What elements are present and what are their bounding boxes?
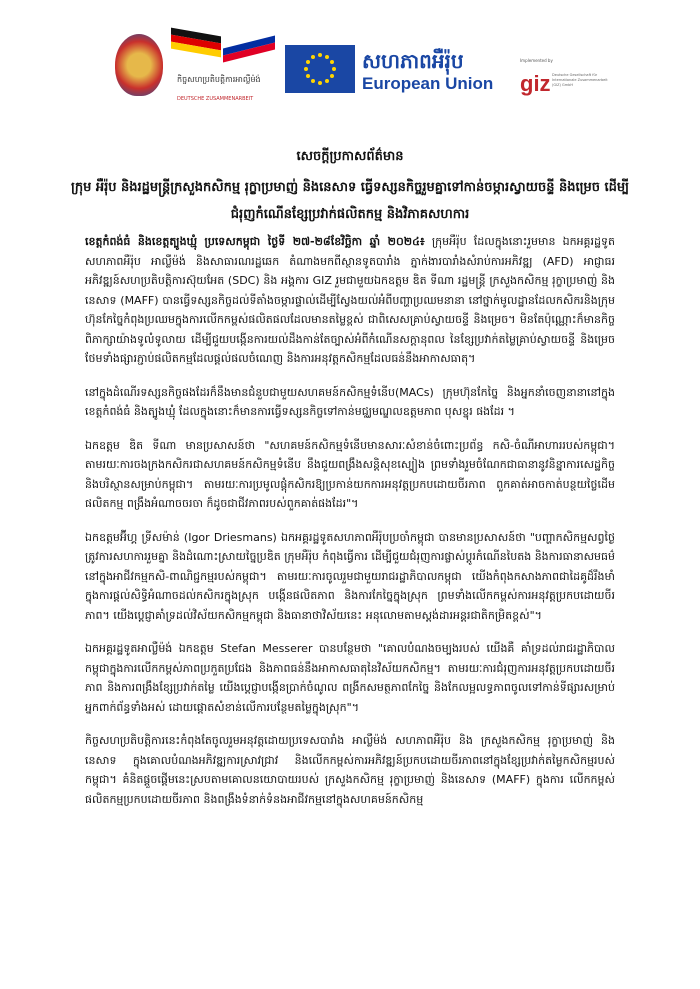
paragraph — [85, 528, 615, 626]
eu-star-icon — [304, 67, 308, 71]
logo-bar — [115, 28, 608, 108]
giz-subtitle: Deutsche Gesellschaft für Internationale Zusammenarbeit (GIZ) GmbH — [552, 73, 608, 87]
cambodia-emblem-logo — [115, 34, 163, 96]
eu-flag-logo — [285, 45, 355, 93]
eu-star-icon — [306, 60, 310, 64]
paragraph-text: ឯកអគ្គរដ្ឋទូតអាល្លឺម៉ង់ ឯកឧត្តម Stefan Messerer បានបន្ថែមថា "គោលបំណងចម្បងរបស់ យើងគឺ គាំទ្រដល់រាជរដ្ឋាភិបាលកម្ពុជាក្នុងការលើកកម្ពស់ភាពប្រកួតប្រជែង និងភាពធន់នឹងអាកាសធាតុនៃវិស័យកសិកម្ម។ តាមរយៈការជំរុញការអនុវត្តប្រកបដោយចីរភាព និងការពង្រឹងខ្សែប្រវាក់តម្លៃ យើងប្តេជ្ញាបង្កើនប្រាក់ចំណូល ពង្រីកសមត្ថភាពកែច្នៃ និងកែលម្អលទ្ធភាពចូលទៅកាន់ទីផ្សារសម្រាប់អ្នកពាក់ព័ន្ធទាំងអស់ ដោយផ្តោតសំខាន់លើការបន្ថែមតម្លៃក្នុងស្រុក"។ — [85, 642, 615, 714]
eu-star-icon — [311, 55, 315, 59]
eu-star-icon — [311, 79, 315, 83]
eu-name-kh: សហភាពអឺរ៉ុប — [362, 49, 464, 73]
paragraph-text: កិច្ចសហប្រតិបត្តិការនេះកំពុងតែចូលរួមអនុវត្តដោយប្រទេសបារាំង អាល្លឺម៉ង់ សហភាពអឺរ៉ុប និង ក្រសួងកសិកម្ម រុក្ខាប្រមាញ់ និងនេសាទ ក្នុងគោលបំណងអភិវឌ្ឍការស្រាវជ្រាវ និងលើកកម្ពស់ការអភិវឌ្ឍន៍ប្រកបដោយចីរភាពនៅក្នុងខ្សែប្រវាក់តម្លៃកសិកម្មរបស់កម្ពុជា។ គំនិតផ្តួចផ្តើមនេះស្របតាមគោលនយោបាយរបស់ ក្រសួងកសិកម្ម រុក្ខាប្រមាញ់ និងនេសាទ (MAFF) ក្នុងការ លើកកម្ពស់ផលិតកម្មប្រកបដោយចីរភាព និងពង្រឹងទំនាក់ទំនងអាជីវកម្មនៅក្នុងសហគមន៍កសិកម្ម — [85, 734, 615, 806]
eu-star-icon — [330, 74, 334, 78]
paragraph-text: ឯកឧត្តម ឌិត ទីណា មានប្រសាសន៍ថា "សហគមន៍កសិកម្មទំនើបមានសារៈសំខាន់ចំពោះប្រព័ន្ធ កសិ-ចំណីអាហាររបស់កម្ពុជា។ តាមរយៈការចងក្រងកសិករជាសហគមន៍កសិកម្មទំនើប នឹងជួយពង្រឹងសន្តិសុខស្បៀង ព្រមទាំងរួមចំណែកជាធានានូវនិន្នាការសេដ្ឋកិច្ច និងបរិស្ថានសម្រាប់កម្ពុជា។ តាមរយៈការប្រមូលផ្តុំកសិករឱ្យប្រកាន់យកការអនុវត្តប្រកបដោយចីរភាព ពួកគាត់អាចកាត់បន្ថយថ្លៃដើមផលិតកម្ម ពង្រឹងអំណាចចរចា ក៏ដូចជាជីវភាពរបស់ពួកគាត់ផងដែរ"។ — [85, 438, 615, 510]
document-title: សេចក្តីប្រកាសព័ត៌មាន — [296, 149, 404, 164]
paragraph — [85, 436, 615, 514]
german-coop-kh: កិច្ចសហប្រតិបត្តិការអាល្លឺម៉ង់ — [177, 75, 261, 84]
headline: ក្រុម អឺរ៉ុប និងរដ្ឋមន្ត្រីក្រសួងកសិកម្ម រុក្ខាប្រមាញ់ និងនេសាទ ធ្វើទស្សនកិច្ចរួមគ្នាទៅកាន់ចម្ការស្វាយចន្ទី និងម្រេច ដើម្បីជំរុញកំណើនខ្សែប្រវាក់ផលិតកម្ម និងវិភាគសហការ — [70, 180, 630, 222]
eu-star-icon — [330, 60, 334, 64]
paragraph-text: ក្រុមអឺរ៉ុប ដែលក្នុងនោះរួមមាន ឯកអគ្គរដ្ឋទូតសហភាពអឺរ៉ុប អាល្លឺម៉ង់ និងសាធារណរដ្ឋឆេក តំណាងមកពីស្ថានទូតបារាំង ភ្នាក់ងារបារាំងសំរាប់ការអភិវឌ្ឍ (AFD) អាជ្ញាធរអភិវឌ្ឍន៍សហប្រតិបត្តិការស៊ុយអែត (SDC) និង អង្គការ GIZ រួមជាមួយឯកឧត្តម ឌិត ទីណា រដ្ឋមន្ត្រី ក្រសួងកសិកម្ម រុក្ខាប្រមាញ់ និងនេសាទ (MAFF) បានធ្វើទស្សនកិច្ចដល់ទីតាំងចម្ការផ្ទាល់ដើម្បីស្វែងយល់អំពីបញ្ហាប្រឈមនានា នៅថ្នាក់មូលដ្ឋានដែលកសិករនិងក្រុមហ៊ុនកែច្នៃកំពុងប្រឈមក្នុងការលើកកម្ពស់ផលិតផលដែលមានតម្លៃខ្ពស់ ជាពិសេសគ្រាប់ស្វាយចន្ទី និងម្រេច។ មិនតែប៉ុណ្ណោះក៏មានកិច្ចពិភាក្សាយ៉ាងទូលំទូលាយ ដើម្បីជួយបង្កើនការយល់ដឹងកាន់តែច្បាស់អំពីកំណើនសក្តានុពល នៃខ្សែប្រវាក់តម្លៃគ្រាប់ស្វាយចន្ទី និងម្រេច ថែមទាំងផ្សារភ្ជាប់ផលិតកម្មដែលផ្តល់ផលចំណេញ និងការអនុវត្តកសិកម្មដែលធន់នឹងអាកាសធាតុ។ — [85, 235, 615, 365]
eu-star-icon — [325, 79, 329, 83]
giz-implemented-by: Implemented by — [520, 58, 553, 63]
eu-name-en: European Union — [362, 74, 494, 93]
german-coop-en: DEUTSCHE ZUSAMMENARBEIT — [177, 96, 254, 102]
paragraph-text: នៅក្នុងដំណើរទស្សនកិច្ចផងដែរក៏នឹងមានជំនួបជាមួយសហគមន៍កសិកម្មទំនើប(MACs) ក្រុមហ៊ុនកែច្នៃ និងអ្នកនាំចេញនានានៅក្នុងខេត្តកំពង់ធំ និងត្បូងឃ្មុំ ដែលក្នុងនោះក៏មានការធ្វើទស្សនកិច្ចទៅកាន់មជ្ឈមណ្ឌលឧត្តមភាព បុសខ្នុរ ផងដែរ ។ — [85, 385, 615, 418]
giz-logo: giz — [520, 71, 551, 96]
eu-star-icon — [318, 81, 322, 85]
dateline: ខេត្តកំពង់ធំ និងខេត្តត្បូងឃ្មុំ ប្រទេសកម្ពុជា ថ្ងៃទី ២៧-២៨ខែវិច្ឆិកា ឆ្នាំ ២០២៤៖ — [85, 235, 425, 248]
eu-star-icon — [332, 67, 336, 71]
paragraph — [85, 232, 615, 369]
eu-star-icon — [318, 53, 322, 57]
german-cooperation-logo — [171, 28, 281, 108]
paragraph — [85, 731, 615, 809]
eu-star-icon — [325, 55, 329, 59]
body-text — [85, 232, 615, 823]
paragraph-text: ឯកឧត្តមអ៊ីហ្គ ទ្រីសម៉ាន់ (Igor Driesmans) ឯកអគ្គរដ្ឋទូតសហភាពអឺរ៉ុបប្រចាំកម្ពុជា បានមានប្រសាសន៍ថា "បញ្ហាកសិកម្មសព្វថ្ងៃត្រូវការសហការរួមគ្នា និងដំណោះស្រាយច្នៃប្រឌិត ក្រុមអឺរ៉ុប កំពុងធ្វើការ ដើម្បីជួយជំរុញការផ្លាស់ប្តូរកំណើនបៃតង និងការធានាសមធម៌នៅក្នុងអាជីវកម្មកសិ-ពាណិជ្ជកម្មរបស់កម្ពុជា។ តាមរយៈការចូលរួមជាមួយរាជរដ្ឋាភិបាលកម្ពុជា យើងកំពុងកសាងភាពជាដៃគូដ៏រឹងមាំក្នុងការផ្តល់សិទ្ធិអំណាចដល់កសិករក្នុងស្រុក បង្កើនផលិតភាព និងការកែច្នៃក្នុងស្រុក ព្រមទាំងលើកកម្ពស់ការអនុវត្តប្រកបដោយចីរភាព។ យើងប្តេជ្ញាគាំទ្រដល់វិស័យកសិកម្មកម្ពុជា និងធានាថាវិស័យនេះ អនុលោមតាមស្តង់ដារអន្តរជាតិកម្រិតខ្ពស់"។ — [85, 530, 615, 622]
eu-star-icon — [306, 74, 310, 78]
paragraph — [85, 383, 615, 422]
paragraph — [85, 639, 615, 717]
